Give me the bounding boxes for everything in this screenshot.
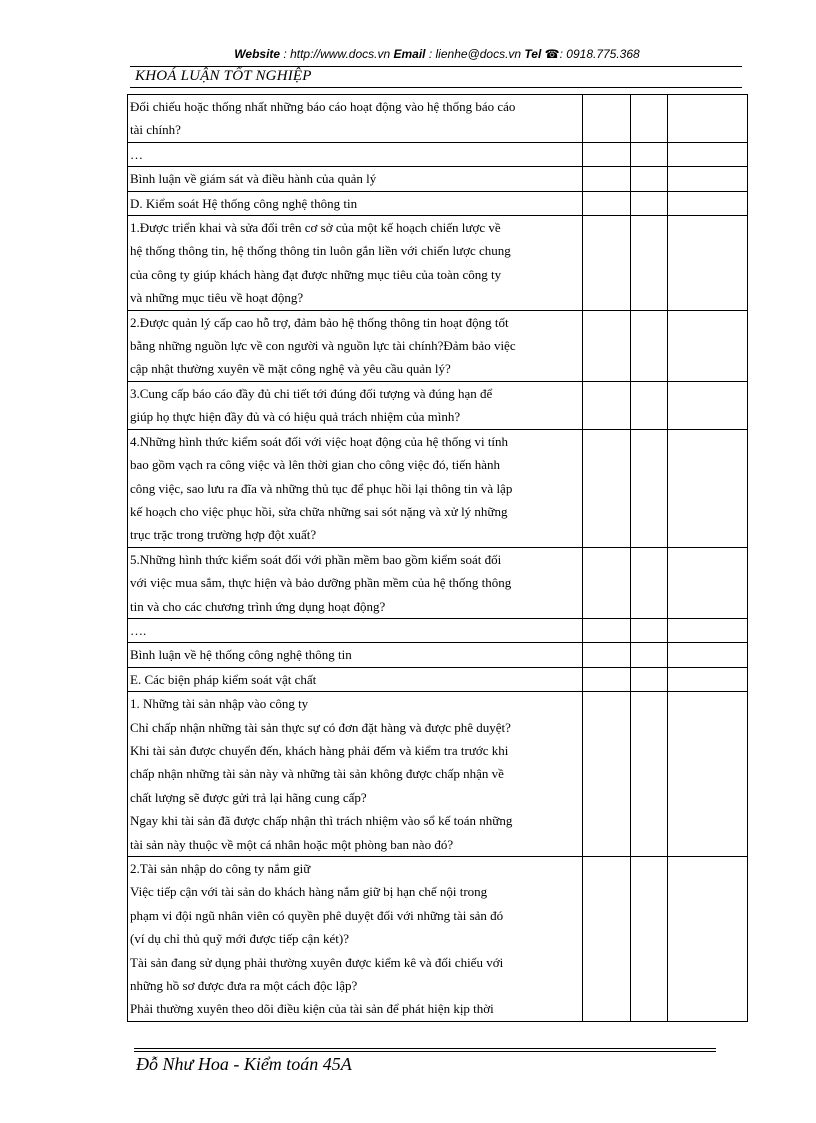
question-line: của công ty giúp khách hàng đạt được những mục tiêu của toàn công ty	[130, 266, 502, 282]
table-row	[128, 95, 748, 143]
table-row	[128, 429, 748, 547]
question-line: ….	[130, 622, 147, 638]
table-row	[128, 643, 748, 667]
thesis-title: KHOÁ LUẬN TỐT NGHIỆP	[135, 68, 312, 84]
checklist-body	[128, 95, 748, 1022]
answer-cell-note	[668, 692, 748, 857]
question-line: Chỉ chấp nhận những tài sản thực sự có đơn đặt hàng và được phê duyệt?	[130, 719, 511, 735]
answer-cell-no	[631, 643, 668, 667]
question-cell	[128, 547, 583, 618]
table-row	[128, 142, 748, 166]
answer-cell-no	[631, 857, 668, 1022]
question-line: Ngay khi tài sản đã được chấp nhận thì trách nhiệm vào sổ kế toán những	[130, 813, 513, 829]
question-line: chấp nhận những tài sản này và những tài sản không được chấp nhận về	[130, 766, 504, 782]
website-label: Website	[234, 47, 281, 61]
question-line: 1. Những tài sản nhập vào công ty	[130, 696, 309, 712]
question-cell	[128, 381, 583, 429]
question-line: 1.Được triển khai và sửa đổi trên cơ sở của một kế hoạch chiến lược về	[130, 220, 501, 236]
answer-cell-yes	[583, 95, 631, 143]
answer-cell-note	[668, 216, 748, 311]
table-row	[128, 191, 748, 215]
answer-cell-note	[668, 857, 748, 1022]
question-cell	[128, 643, 583, 667]
table-row	[128, 667, 748, 691]
answer-cell-yes	[583, 429, 631, 547]
answer-cell-yes	[583, 618, 631, 642]
footer-rule-top	[134, 1048, 716, 1049]
question-cell	[128, 142, 583, 166]
answer-cell-note	[668, 547, 748, 618]
question-line: E. Các biện pháp kiểm soát vật chất	[130, 671, 317, 687]
question-line: với việc mua sắm, thực hiện và bảo dưỡng phần mềm của hệ thống thông	[130, 575, 512, 591]
question-cell	[128, 857, 583, 1022]
table-row	[128, 857, 748, 1022]
answer-cell-note	[668, 167, 748, 191]
page-header	[130, 47, 744, 61]
phone-icon: ☎	[544, 47, 560, 61]
footer-rule-bottom	[134, 1051, 716, 1052]
question-line: Khi tài sản được chuyển đến, khách hàng phải đếm và kiểm tra trước khi	[130, 742, 509, 758]
question-line: Việc tiếp cận với tài sản do khách hàng nắm giữ bị hạn chế nội trong	[130, 884, 488, 900]
table-row	[128, 381, 748, 429]
table-row	[128, 692, 748, 857]
question-line: …	[130, 146, 143, 162]
question-line: tin và cho các chương trình ứng dụng hoạt động?	[130, 598, 386, 614]
answer-cell-note	[668, 643, 748, 667]
question-cell	[128, 191, 583, 215]
answer-cell-no	[631, 547, 668, 618]
email-value: : lienhe@docs.vn	[428, 47, 522, 61]
footer-author: Đỗ Như Hoa - Kiểm toán 45A	[136, 1054, 352, 1074]
question-line: cập nhật thường xuyên về mặt công nghệ và yêu cầu quản lý?	[130, 361, 451, 377]
table-row	[128, 216, 748, 311]
table-row	[128, 167, 748, 191]
answer-cell-yes	[583, 547, 631, 618]
tel-value: : 0918.775.368	[559, 47, 640, 61]
question-cell	[128, 95, 583, 143]
answer-cell-no	[631, 310, 668, 381]
question-line: 4.Những hình thức kiểm soát đối với việc hoạt động của hệ thống vi tính	[130, 433, 509, 449]
question-line: bao gồm vạch ra công việc và lên thời gian cho công việc đó, tiến hành	[130, 457, 501, 473]
answer-cell-no	[631, 216, 668, 311]
answer-cell-no	[631, 191, 668, 215]
question-line: công việc, sao lưu ra đĩa và những thủ tục để phục hồi lại thông tin và lập	[130, 480, 513, 496]
question-line: 2.Được quản lý cấp cao hỗ trợ, đảm bảo hệ thống thông tin hoạt động tốt	[130, 314, 509, 330]
question-line: Tài sản đang sử dụng phải thường xuyên được kiểm kê và đối chiếu với	[130, 954, 504, 970]
answer-cell-note	[668, 310, 748, 381]
answer-cell-note	[668, 618, 748, 642]
answer-cell-note	[668, 142, 748, 166]
audit-checklist-table	[127, 94, 748, 1022]
question-line: những hồ sơ được đưa ra một cách độc lập?	[130, 978, 358, 994]
question-line: hệ thống thông tin, hệ thống thông tin luôn gắn liền với chiến lược chung	[130, 243, 511, 259]
answer-cell-note	[668, 191, 748, 215]
table-row	[128, 310, 748, 381]
answer-cell-yes	[583, 381, 631, 429]
question-cell	[128, 167, 583, 191]
question-cell	[128, 618, 583, 642]
question-line: tài chính?	[130, 122, 181, 138]
answer-cell-no	[631, 692, 668, 857]
question-line: trục trặc trong trường hợp đột xuất?	[130, 527, 317, 543]
answer-cell-yes	[583, 142, 631, 166]
answer-cell-yes	[583, 643, 631, 667]
question-line: Bình luận về hệ thống công nghệ thông tin	[130, 647, 352, 663]
answer-cell-no	[631, 95, 668, 143]
question-line: Bình luận về giám sát và điều hành của quản lý	[130, 171, 377, 187]
table-row	[128, 618, 748, 642]
answer-cell-note	[668, 95, 748, 143]
question-line: tài sản này thuộc về một cá nhân hoặc một phòng ban nào đó?	[130, 836, 454, 852]
header-rule	[130, 66, 742, 67]
question-cell	[128, 216, 583, 311]
answer-cell-note	[668, 381, 748, 429]
question-line: Đối chiếu hoặc thống nhất những báo cáo hoạt động vào hệ thống báo cáo	[130, 99, 516, 114]
answer-cell-no	[631, 167, 668, 191]
website-value: : http://www.docs.vn	[283, 47, 391, 61]
answer-cell-yes	[583, 167, 631, 191]
answer-cell-no	[631, 429, 668, 547]
answer-cell-yes	[583, 857, 631, 1022]
question-line: Phải thường xuyên theo dõi điều kiện của tài sản để phát hiện kịp thời	[130, 1001, 494, 1017]
question-line: D. Kiểm soát Hệ thống công nghệ thông tin	[130, 195, 358, 211]
answer-cell-no	[631, 667, 668, 691]
question-line: 5.Những hình thức kiểm soát đối với phần mềm bao gồm kiểm soát đối	[130, 551, 502, 567]
question-line: bằng những nguồn lực về con người và nguồn lực tài chính?Đảm bảo việc	[130, 338, 516, 354]
table-row	[128, 547, 748, 618]
question-line: kế hoạch cho việc phục hồi, sửa chữa những sai sót nặng và xử lý những	[130, 503, 508, 519]
answer-cell-yes	[583, 216, 631, 311]
answer-cell-yes	[583, 191, 631, 215]
email-label: Email	[393, 47, 426, 61]
question-cell	[128, 310, 583, 381]
answer-cell-note	[668, 667, 748, 691]
answer-cell-yes	[583, 310, 631, 381]
answer-cell-no	[631, 381, 668, 429]
question-cell	[128, 429, 583, 547]
question-line: 2.Tài sản nhập do công ty nắm giữ	[130, 861, 311, 876]
question-cell	[128, 667, 583, 691]
title-rule	[130, 87, 742, 88]
answer-cell-yes	[583, 667, 631, 691]
question-line: 3.Cung cấp báo cáo đầy đủ chi tiết tới đúng đối tượng và đúng hạn để	[130, 385, 493, 401]
answer-cell-note	[668, 429, 748, 547]
question-line: phạm vi đội ngũ nhân viên có quyền phê duyệt đối với những tài sản đó	[130, 907, 504, 923]
question-cell	[128, 692, 583, 857]
question-line: và những mục tiêu về hoạt động?	[130, 290, 304, 306]
tel-label: Tel	[524, 47, 542, 61]
answer-cell-no	[631, 142, 668, 166]
question-line: giúp họ thực hiện đầy đủ và có hiệu quả trách nhiệm của mình?	[130, 409, 461, 425]
answer-cell-yes	[583, 692, 631, 857]
question-line: (ví dụ chỉ thủ quỹ mới được tiếp cận két)?	[130, 931, 349, 947]
answer-cell-no	[631, 618, 668, 642]
question-line: chất lượng sẽ được gửi trả lại hãng cung cấp?	[130, 789, 367, 805]
